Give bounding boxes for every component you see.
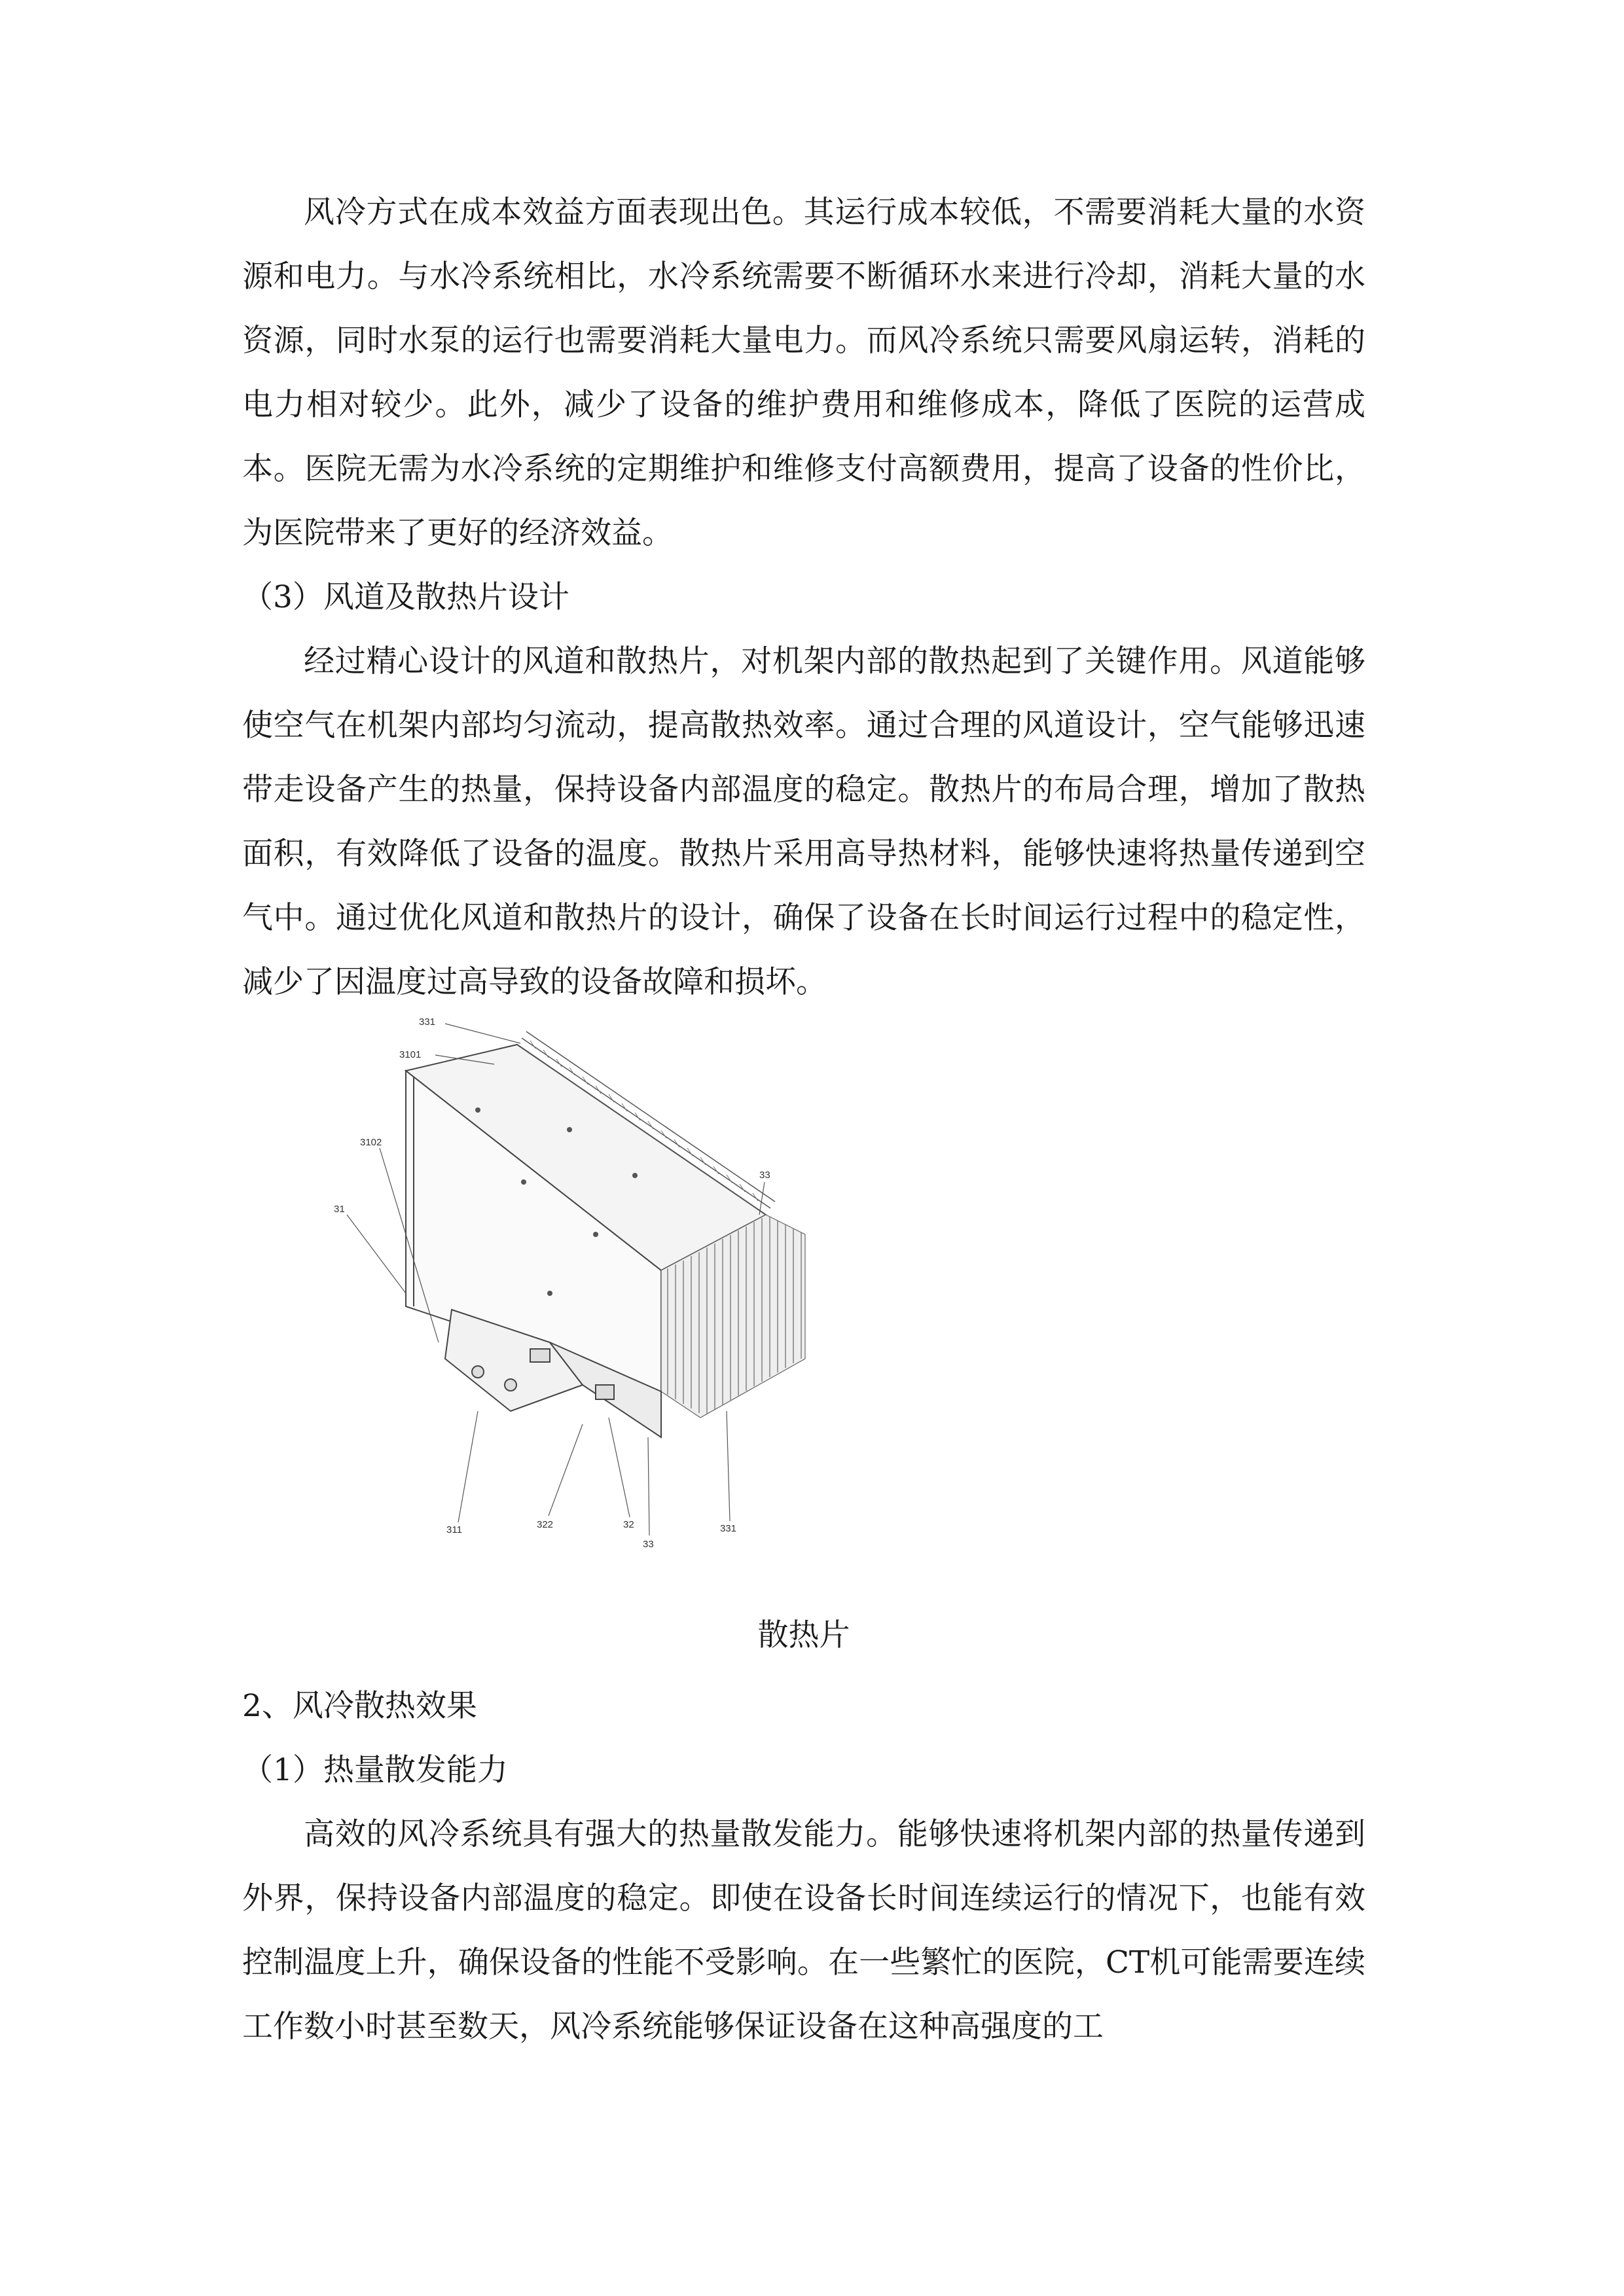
heat-sink-figure (242, 1018, 1365, 1601)
label-33-bottom: 33 (643, 1539, 654, 1550)
label-31: 31 (334, 1204, 345, 1215)
heat-sink-drawing (242, 1018, 1365, 1601)
document-page (242, 181, 1365, 2059)
paragraph-duct-fin: 经过精心设计的风道和散热片，对机架内部的散热起到了关键作用。风道能够使空气在机架内部均匀流动，提高散热效率。通过合理的风道设计，空气能够迅速带走设备产生的热量，保持设备内部温度的稳定。散热片的布局合理，增加了散热面积，有效降低了设备的温度。散热片采用高导热材料，能够快速将热量传递到空气中。通过优化风道和散热片的设计，确保了设备在长时间运行过程中的稳定性，减少了因温度过高导致的设备故障和损坏。 (242, 643, 1365, 1000)
label-322: 322 (537, 1519, 554, 1530)
figure-caption: 散热片 (757, 1617, 850, 1653)
label-3102: 3102 (360, 1137, 382, 1148)
paragraph-cost-benefit: 风冷方式在成本效益方面表现出色。其运行成本较低，不需要消耗大量的水资源和电力。与水冷系统相比，水冷系统需要不断循环水来进行冷却，消耗大量的水资源，同时水泵的运行也需要消耗大量电力。而风冷系统只需要风扇运转，消耗的电力相对较少。此外，减少了设备的维护费用和维修成本，降低了医院的运营成本。医院无需为水冷系统的定期维护和维修支付高额费用，提高了设备的性价比，为医院带来了更好的经济效益。 (242, 194, 1365, 551)
label-32: 32 (623, 1519, 634, 1530)
paragraph-heat-dissipation: 高效的风冷系统具有强大的热量散发能力。能够快速将机架内部的热量传递到外界，保持设备内部温度的稳定。即使在设备长时间连续运行的情况下，也能有效控制温度上升，确保设备的性能不受影响。在一些繁忙的医院，CT机可能需要连续工作数小时甚至数天，风冷系统能够保证设备在这种高强度的工 (242, 1816, 1365, 2045)
label-3101: 3101 (399, 1049, 422, 1060)
heading-duct-fin-design: （3）风道及散热片设计 (242, 579, 569, 615)
label-311: 311 (446, 1524, 462, 1535)
heading-heat-dissipation: （1）热量散发能力 (242, 1752, 508, 1788)
label-331-bottom: 331 (720, 1523, 737, 1534)
heading-section-2: 2、风冷散热效果 (242, 1688, 477, 1724)
label-33-right: 33 (759, 1170, 770, 1181)
label-331-top: 331 (419, 1018, 436, 1028)
